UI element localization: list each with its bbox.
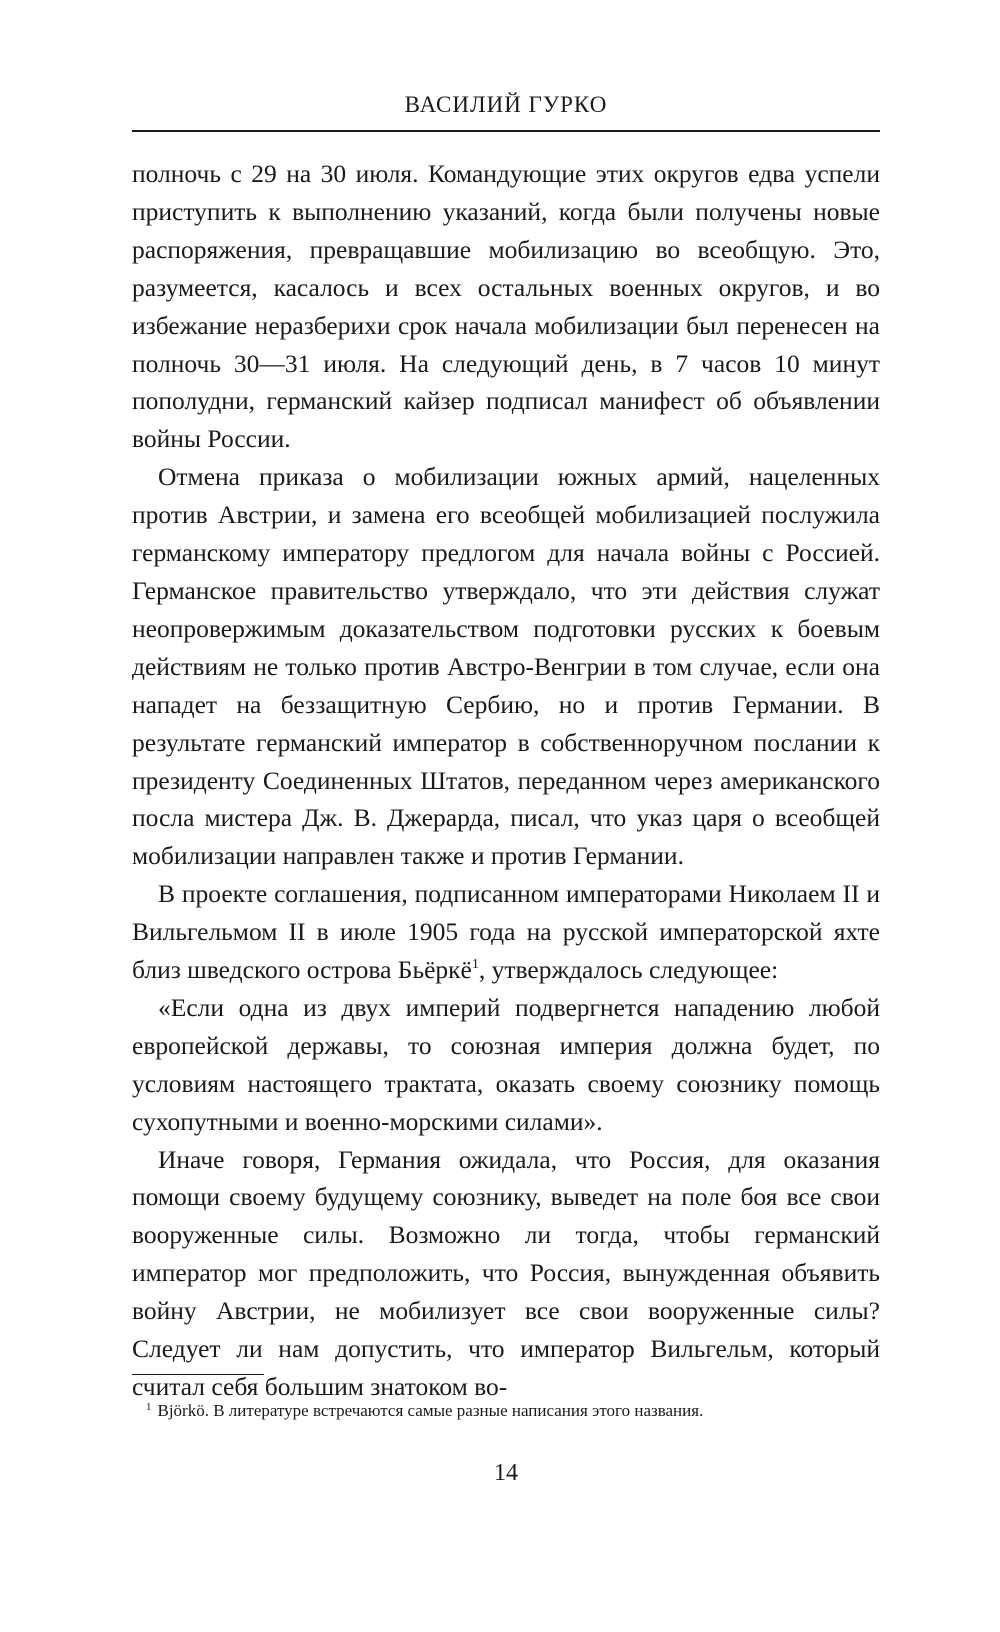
header-rule xyxy=(132,130,880,132)
quotation-paragraph: «Если одна из двух империй подвергнется нападению любой европейской державы, то союзная империя должна будет, по условиям настоящего трактата, оказать своему союзнику помощь сухопутными и военно-морскими силами». xyxy=(132,992,880,1136)
paragraph-with-footnote xyxy=(132,875,880,989)
footnote-reference[interactable]: 1 xyxy=(471,957,479,973)
paragraph: Иначе говоря, Германия ожидала, что Россия, для оказания помощи своему будущему союзнику, выведет на поле боя все свои вооруженные силы. Возможно ли тогда, чтобы германский император мог предположить, что Россия, вынужденная объявить войну Австрии, не мобилизует все свои вооруженные силы? Следует ли нам допустить, что император Вильгельм, который считал себя большим знатоком во- xyxy=(132,1144,880,1401)
paragraph-text: В проекте соглашения, подписанном императорами Николаем II и Вильгельмом II в июле 1905 года на русской императорской яхте близ шведского острова Бьёркё xyxy=(132,879,880,985)
paragraph-continuation: полночь с 29 на 30 июля. Командующие этих округов едва успели приступить к выполнению указаний, когда были получены новые распоряжения, превращавшие мобилизацию во всеобщую. Это, разумеется, касалось и всех остальных военных округов, и во избежание неразберихи срок начала мобилизации был перенесен на полночь 30—31 июля. На следующий день, в 7 часов 10 минут пополудни, германский кайзер подписал манифест об объявлении войны России. xyxy=(132,159,880,454)
paragraph-text-cont: , утверждалось следующее: xyxy=(478,955,779,985)
footnote-mark: 1 xyxy=(146,1401,152,1413)
footnote-rule xyxy=(132,1374,264,1375)
footnote-text: Björkö. В литературе встречаются самые разные написания этого названия. xyxy=(157,1401,704,1420)
footnote xyxy=(132,1400,880,1422)
running-head: ВАСИЛИЙ ГУРКО xyxy=(404,92,608,117)
body-text xyxy=(132,155,880,1406)
paragraph: Отмена приказа о мобилизации южных армий, нацеленных против Австрии, и замена его всеобщей мобилизацией послужила германскому императору предлогом для начала войны с Россией. Германское правительство утверждало, что эти действия служат неопровержимым доказательством подготовки русских к боевым действиям не только против Австро-Венгрии в том случае, если она нападет на беззащитную Сербию, но и против Германии. В результате германский император в собственноручном послании к президенту Соединенных Штатов, переданном через американского посла мистера Дж. В. Джерарда, писал, что указ царя о всеобщей мобилизации направлен также и против Германии. xyxy=(132,462,880,871)
page-number: 14 xyxy=(494,1460,518,1486)
